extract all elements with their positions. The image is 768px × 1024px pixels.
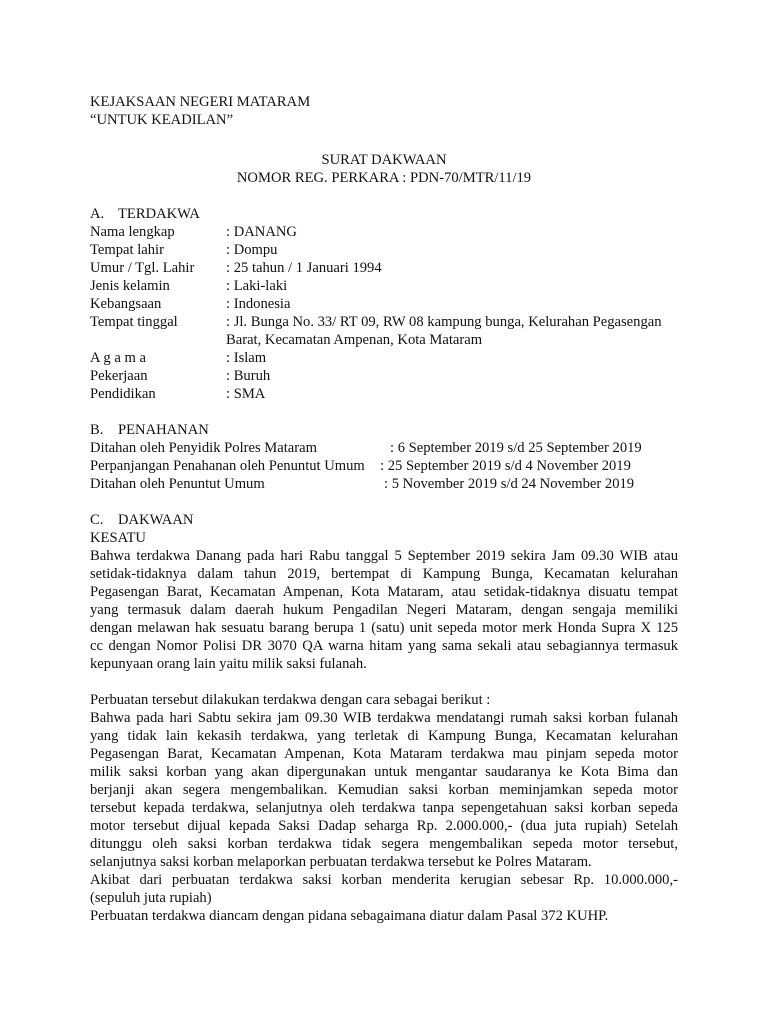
paragraph-line: berjanji akan segera mengembalikan. Kemudian saksi korban meminjamkan sepeda motor	[90, 782, 678, 798]
paragraph-line: ditunggu oleh saksi korban terdakwa tidak segera mengembalikan sepeda motor tersebut,	[90, 836, 678, 852]
section-a-title: TERDAKWA	[118, 206, 200, 222]
paragraph-line: Pegasengan Barat, Kecamatan Ampenan, Kota Mataram, atau setidak-tidaknya disuatu tempat	[90, 584, 678, 600]
paragraph-line: yang termasuk dalam daerah hukum Pengadilan Negeri Mataram, dengan sengaja memiliki	[90, 602, 678, 618]
identity-label: Pekerjaan	[90, 368, 148, 384]
identity-row	[90, 277, 678, 295]
identity-row	[90, 241, 678, 259]
detention-list	[90, 439, 678, 493]
charge-subheading: KESATU	[90, 530, 146, 546]
identity-label: Tempat lahir	[90, 242, 164, 258]
detention-row	[90, 439, 678, 457]
paragraph-line: yang tidak lain kekasih terdakwa, yang terletak di Kampung Bunga, Kecamatan kelurahan	[90, 728, 678, 744]
detention-row	[90, 475, 678, 493]
paragraph-line: selanjutnya saksi korban melaporkan perbuatan terdakwa tersebut ke Polres Mataram.	[90, 854, 592, 870]
charge-paragraph	[90, 547, 678, 673]
paragraph-line: (sepuluh juta rupiah)	[90, 890, 212, 906]
document-page	[90, 93, 678, 925]
detention-label: Perpanjangan Penahanan oleh Penuntut Umum	[90, 458, 365, 474]
method-intro: Perbuatan tersebut dilakukan terdakwa dengan cara sebagai berikut :	[90, 692, 491, 708]
method-paragraph	[90, 709, 678, 871]
section-b-title: PENAHANAN	[118, 422, 209, 438]
defendant-identity	[90, 223, 678, 403]
identity-label: Umur / Tgl. Lahir	[90, 260, 195, 276]
paragraph-line: Bahwa terdakwa Danang pada hari Rabu tanggal 5 September 2019 sekira Jam 09.30 WIB atau	[90, 548, 678, 564]
identity-label: Tempat tinggal	[90, 314, 178, 330]
identity-value: : Laki-laki	[226, 278, 288, 294]
paragraph-line: dengan melawan hak sesuatu barang berupa 1 (satu) unit sepeda motor merk Honda Supra X 125	[90, 620, 678, 636]
section-a-heading	[90, 205, 678, 223]
identity-value: : SMA	[226, 386, 266, 402]
identity-row	[90, 385, 678, 403]
detention-period: : 25 September 2019 s/d 4 November 2019	[380, 458, 631, 474]
paragraph-line: Bahwa pada hari Sabtu sekira jam 09.30 WIB terdakwa mendatangi rumah saksi korban fulanah	[90, 710, 678, 726]
detention-period: : 5 November 2019 s/d 24 November 2019	[384, 476, 635, 492]
identity-value: : DANANG	[226, 224, 297, 240]
document-title: SURAT DAKWAAN	[321, 152, 447, 168]
identity-row	[90, 313, 678, 349]
detention-label: Ditahan oleh Penyidik Polres Mataram	[90, 440, 317, 456]
section-c-title: DAKWAAN	[118, 512, 194, 528]
section-b-heading	[90, 421, 678, 439]
identity-row	[90, 295, 678, 313]
section-a-letter: A.	[90, 206, 105, 222]
paragraph-line: cc dengan Nomor Polisi DR 3070 QA warna hitam yang sama sekali atau sebagiannya termasuk	[90, 638, 678, 654]
identity-value: : 25 tahun / 1 Januari 1994	[226, 260, 382, 276]
identity-label: Kebangsaan	[90, 296, 162, 312]
identity-label: Pendidikan	[90, 386, 156, 402]
identity-value: : Islam	[226, 350, 267, 366]
identity-label: Nama lengkap	[90, 224, 175, 240]
paragraph-line: tersebut kepada terdakwa, selanjutnya oleh terdakwa tanpa sepengetahuan saksi korban sepeda	[90, 800, 678, 816]
detention-period: : 6 September 2019 s/d 25 September 2019	[390, 440, 642, 456]
identity-row	[90, 367, 678, 385]
loss-paragraph	[90, 871, 678, 907]
detention-label: Ditahan oleh Penuntut Umum	[90, 476, 265, 492]
address-line-2: Barat, Kecamatan Ampenan, Kota Mataram	[226, 332, 483, 348]
identity-label: Jenis kelamin	[90, 278, 170, 294]
identity-row	[90, 223, 678, 241]
identity-row	[90, 259, 678, 277]
paragraph-line: milik saksi korban yang akan dipergunakan untuk mengantar saudaranya ke Kota Bima dan	[90, 764, 678, 780]
paragraph-line: setidak-tidaknya dalam tahun 2019, bertempat di Kampung Bunga, Kecamatan kelurahan	[90, 566, 678, 582]
section-b-letter: B.	[90, 422, 104, 438]
case-number: NOMOR REG. PERKARA : PDN-70/MTR/11/19	[236, 170, 532, 186]
legal-basis: Perbuatan terdakwa diancam dengan pidana sebagaimana diatur dalam Pasal 372 KUHP.	[90, 908, 609, 924]
paragraph-line: Akibat dari perbuatan terdakwa saksi korban menderita kerugian sebesar Rp. 10.000.000,-	[90, 872, 678, 888]
identity-value: : Dompu	[226, 242, 278, 258]
identity-value: : Buruh	[226, 368, 271, 384]
address-line-1: : Jl. Bunga No. 33/ RT 09, RW 08 kampung bunga, Kelurahan Pegasengan	[226, 314, 662, 330]
identity-row	[90, 349, 678, 367]
institution-motto: “UNTUK KEADILAN”	[90, 112, 234, 128]
identity-value: : Indonesia	[226, 296, 291, 312]
paragraph-line: Pegasengan Barat, Kecamatan Ampenan, Kota Mataram terdakwa mau pinjam sepeda motor	[90, 746, 678, 762]
paragraph-line: kepunyaan orang lain yaitu milik saksi fulanah.	[90, 656, 367, 672]
section-c-heading	[90, 511, 678, 529]
institution-name: KEJAKSAAN NEGERI MATARAM	[90, 94, 311, 110]
identity-value	[226, 313, 678, 349]
paragraph-line: motor tersebut dijual kepada Saksi Dadap seharga Rp. 2.000.000,- (dua juta rupiah) Setelah	[90, 818, 678, 834]
section-c-letter: C.	[90, 512, 104, 528]
identity-label: A g a m a	[90, 350, 146, 366]
detention-row	[90, 457, 678, 475]
